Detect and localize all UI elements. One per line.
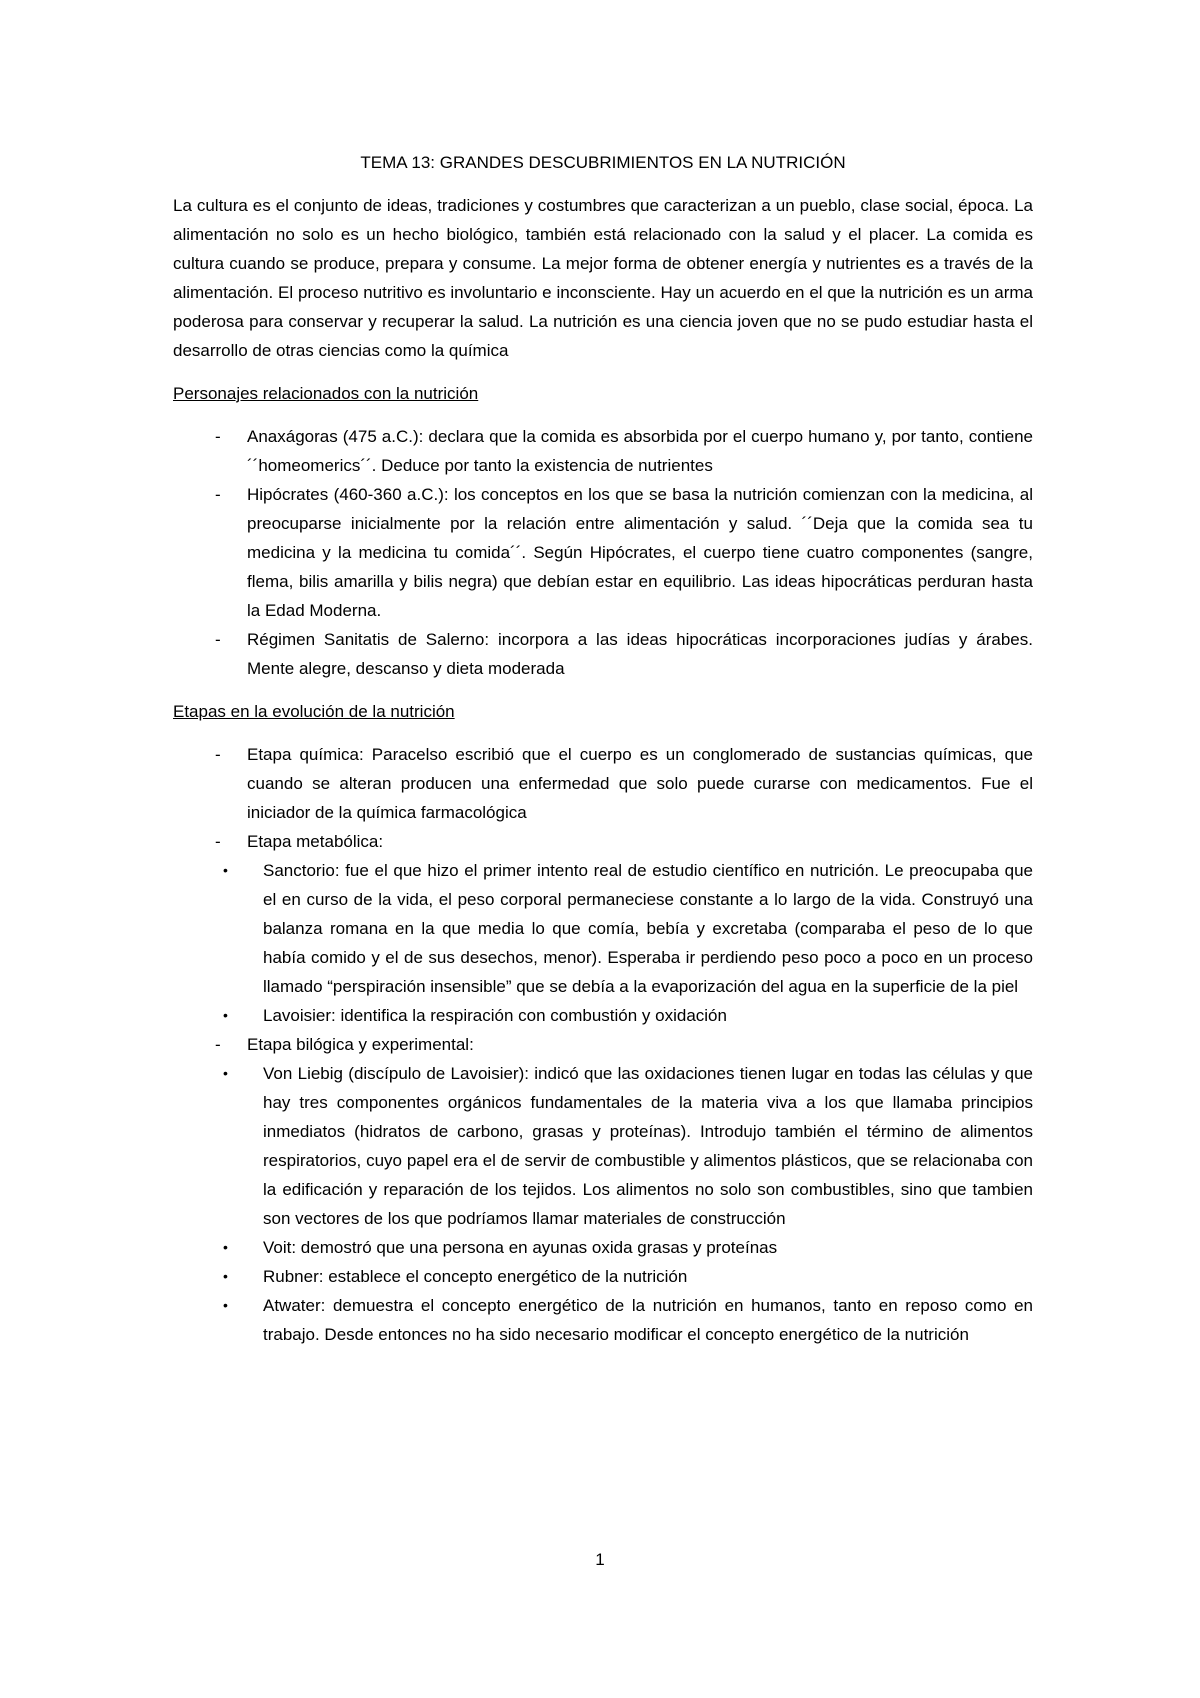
dash-marker: - <box>215 745 221 764</box>
list-item <box>173 625 1033 683</box>
bullet-marker: • <box>223 862 228 878</box>
list-item-etapa-quimica <box>173 740 1033 827</box>
list-item <box>173 422 1033 480</box>
list-item-text: Etapa química: Paracelso escribió que el cuerpo es un conglomerado de sustancias químicas, que cuando se alteran producen una enfermedad que solo puede curarse con medicamentos. Fue el iniciador de la química farmacológica <box>247 745 1033 822</box>
list-item-text: Hipócrates (460-360 a.C.): los conceptos en los que se basa la nutrición comienzan con la medicina, al preocuparse inicialmente por la relación entre alimentación y salud. ´´Deja que la comida sea tu medicina y la medicina tu comida´´. Según Hipócrates, el cuerpo tiene cuatro componentes (sangre, flema, bilis amarilla y bilis negra) que debían estar en equilibrio. Las ideas hipocráticas perduran hasta la Edad Moderna. <box>247 485 1033 620</box>
sublist-item <box>173 856 1033 1001</box>
dash-marker: - <box>215 630 221 649</box>
list-item <box>173 480 1033 625</box>
sublist-item-text: Voit: demostró que una persona en ayunas oxida grasas y proteínas <box>263 1238 778 1257</box>
dash-marker: - <box>215 832 221 851</box>
sublist-item <box>173 1059 1033 1233</box>
intro-paragraph: La cultura es el conjunto de ideas, tradiciones y costumbres que caracterizan a un pueblo, clase social, época. La alimentación no solo es un hecho biológico, también está relacionado con la salud y el placer. La comida es cultura cuando se produce, prepara y consume. La mejor forma de obtener energía y nutrientes es a través de la alimentación. El proceso nutritivo es involuntario e inconsciente. Hay un acuerdo en el que la nutrición es un arma poderosa para conservar y recuperar la salud. La nutrición es una ciencia joven que no se pudo estudiar hasta el desarrollo de otras ciencias como la química <box>173 196 1033 360</box>
bullet-marker: • <box>223 1065 228 1081</box>
document-title: TEMA 13: GRANDES DESCUBRIMIENTOS EN LA NUTRICIÓN <box>360 153 846 172</box>
personajes-list <box>173 422 1033 683</box>
sublist-item-text: Rubner: establece el concepto energético de la nutrición <box>263 1267 688 1286</box>
dash-marker: - <box>215 1035 221 1054</box>
page-number: 1 <box>595 1550 605 1569</box>
sublist-item <box>173 1001 1033 1030</box>
etapas-list <box>173 740 1033 856</box>
bullet-marker: • <box>223 1268 228 1284</box>
etapas-list-continued <box>173 1030 1033 1059</box>
sublist-item-text: Von Liebig (discípulo de Lavoisier): indicó que las oxidaciones tienen lugar en todas las células y que hay tres componentes orgánicos fundamentales de la materia viva a los que llamaba principios inmediatos (hidratos de carbono, grasas y proteínas). Introdujo también el término de alimentos respiratorios, cuyo papel era el de servir de combustible y alimentos plásticos, que se relacionaba con la edificación y reparación de los tejidos. Los alimentos no solo son combustibles, sino que tambien son vectores de los que podríamos llamar materiales de construcción <box>263 1064 1033 1228</box>
list-item-text: Anaxágoras (475 a.C.): declara que la comida es absorbida por el cuerpo humano y, por tanto, contiene ´´homeomerics´´. Deduce por tanto la existencia de nutrientes <box>247 427 1033 475</box>
section-heading-etapas: Etapas en la evolución de la nutrición <box>173 702 455 721</box>
dash-marker: - <box>215 427 221 446</box>
metabolica-sublist <box>173 856 1033 1030</box>
list-item-etapa-biologica <box>173 1030 1033 1059</box>
bullet-marker: • <box>223 1007 228 1023</box>
sublist-item-text: Sanctorio: fue el que hizo el primer intento real de estudio científico en nutrición. Le preocupaba que el en curso de la vida, el peso corporal permaneciese constante a lo largo de la vida. Construyó una balanza romana en la que media lo que comía, bebía y excretaba (comparaba el peso de lo que había comido y el de sus desechos, menor). Esperaba ir perdiendo peso poco a poco en un proceso llamado “perspiración insensible” que se debía a la evaporización del agua en la superficie de la piel <box>263 861 1033 996</box>
dash-marker: - <box>215 485 221 504</box>
sublist-item <box>173 1291 1033 1349</box>
list-item-text: Régimen Sanitatis de Salerno: incorpora a las ideas hipocráticas incorporaciones judías y árabes. Mente alegre, descanso y dieta moderada <box>247 630 1033 678</box>
list-item-text: Etapa bilógica y experimental: <box>247 1035 474 1054</box>
sublist-item <box>173 1233 1033 1262</box>
bullet-marker: • <box>223 1239 228 1255</box>
section-heading-personajes: Personajes relacionados con la nutrición <box>173 384 479 403</box>
document-content <box>173 148 1033 1349</box>
biologica-sublist <box>173 1059 1033 1349</box>
list-item-text: Etapa metabólica: <box>247 832 384 851</box>
sublist-item-text: Lavoisier: identifica la respiración con combustión y oxidación <box>263 1006 727 1025</box>
sublist-item-text: Atwater: demuestra el concepto energético de la nutrición en humanos, tanto en reposo como en trabajo. Desde entonces no ha sido necesario modificar el concepto energético de la nutrición <box>263 1296 1033 1344</box>
list-item-etapa-metabolica <box>173 827 1033 856</box>
bullet-marker: • <box>223 1297 228 1313</box>
sublist-item <box>173 1262 1033 1291</box>
